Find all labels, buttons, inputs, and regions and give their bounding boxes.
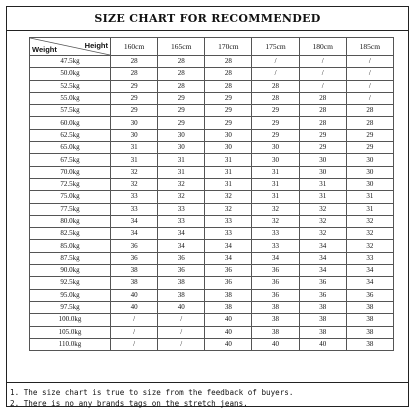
weight-cell: 60.0kg (30, 117, 111, 129)
height-header: 160cm (111, 38, 158, 56)
size-cell: / (252, 68, 299, 80)
note-line: 1. The size chart is true to size from the feedback of buyers. (10, 388, 294, 397)
size-cell: 38 (346, 338, 393, 350)
table-row (30, 129, 394, 141)
size-cell: 31 (346, 203, 393, 215)
height-header: 170cm (205, 38, 252, 56)
size-cell: 32 (346, 215, 393, 227)
table-row (30, 80, 394, 92)
size-cell: 29 (299, 142, 346, 154)
size-cell: 30 (252, 154, 299, 166)
size-cell: 30 (158, 142, 205, 154)
size-cell: 29 (111, 80, 158, 92)
table-row (30, 203, 394, 215)
size-cell: 38 (252, 326, 299, 338)
table-row (30, 265, 394, 277)
size-cell: / (346, 56, 393, 68)
size-cell: 34 (205, 240, 252, 252)
size-cell: 38 (158, 277, 205, 289)
size-cell: 29 (252, 129, 299, 141)
table-row (30, 228, 394, 240)
size-cell: 30 (158, 129, 205, 141)
size-cell: 28 (252, 92, 299, 104)
size-cell: 32 (252, 215, 299, 227)
size-cell: 38 (299, 326, 346, 338)
size-cell: 38 (158, 289, 205, 301)
size-cell: 30 (346, 154, 393, 166)
size-cell: / (111, 338, 158, 350)
size-cell: 38 (205, 301, 252, 313)
table-row (30, 154, 394, 166)
size-cell: 31 (205, 166, 252, 178)
weight-label: Weight (32, 45, 57, 54)
size-cell: 30 (205, 129, 252, 141)
size-cell: / (158, 338, 205, 350)
size-cell: 30 (252, 142, 299, 154)
size-cell: 31 (158, 166, 205, 178)
size-cell: 38 (299, 301, 346, 313)
size-cell: 32 (158, 178, 205, 190)
table-row (30, 56, 394, 68)
size-cell: 29 (158, 117, 205, 129)
size-cell: 40 (299, 338, 346, 350)
size-cell: 29 (299, 129, 346, 141)
size-cell: 38 (252, 314, 299, 326)
chart-title: SIZE CHART FOR RECOMMENDED (7, 7, 408, 31)
size-cell: 28 (252, 80, 299, 92)
size-cell: / (158, 326, 205, 338)
weight-cell: 67.5kg (30, 154, 111, 166)
size-cell: 30 (346, 178, 393, 190)
size-cell: 33 (252, 240, 299, 252)
size-cell: 30 (205, 142, 252, 154)
size-cell: 29 (158, 105, 205, 117)
table-row (30, 289, 394, 301)
size-cell: 32 (346, 228, 393, 240)
size-cell: 31 (252, 191, 299, 203)
weight-cell: 72.5kg (30, 178, 111, 190)
size-cell: 29 (111, 105, 158, 117)
size-cell: 28 (158, 56, 205, 68)
size-cell: 32 (299, 215, 346, 227)
size-cell: 36 (252, 289, 299, 301)
size-cell: 28 (111, 56, 158, 68)
size-cell: 30 (111, 129, 158, 141)
size-cell: 36 (205, 265, 252, 277)
size-cell: 29 (111, 92, 158, 104)
size-cell: 34 (299, 252, 346, 264)
notes-section (7, 382, 408, 409)
weight-cell: 87.5kg (30, 252, 111, 264)
weight-cell: 55.0kg (30, 92, 111, 104)
size-cell: 36 (111, 252, 158, 264)
table-row (30, 240, 394, 252)
table-row (30, 191, 394, 203)
size-cell: 28 (205, 80, 252, 92)
weight-cell: 82.5kg (30, 228, 111, 240)
size-cell: 29 (252, 105, 299, 117)
size-cell: 29 (205, 117, 252, 129)
table-row (30, 142, 394, 154)
size-cell: 33 (111, 191, 158, 203)
weight-cell: 47.5kg (30, 56, 111, 68)
size-cell: 33 (111, 203, 158, 215)
weight-cell: 90.0kg (30, 265, 111, 277)
size-cell: 31 (111, 142, 158, 154)
height-header: 185cm (346, 38, 393, 56)
size-cell: 32 (252, 203, 299, 215)
size-cell: 32 (205, 191, 252, 203)
weight-cell: 75.0kg (30, 191, 111, 203)
weight-cell: 52.5kg (30, 80, 111, 92)
size-cell: 31 (111, 154, 158, 166)
weight-cell: 85.0kg (30, 240, 111, 252)
size-cell: 38 (205, 289, 252, 301)
height-label: Height (84, 41, 108, 50)
size-cell: 29 (346, 142, 393, 154)
size-cell: / (158, 314, 205, 326)
weight-cell: 97.5kg (30, 301, 111, 313)
corner-header (30, 38, 111, 56)
weight-cell: 110.0kg (30, 338, 111, 350)
size-cell: 28 (346, 105, 393, 117)
size-cell: 28 (299, 92, 346, 104)
size-cell: / (299, 56, 346, 68)
size-cell: 28 (299, 105, 346, 117)
size-cell: 40 (111, 301, 158, 313)
size-cell: / (252, 56, 299, 68)
size-cell: 40 (158, 301, 205, 313)
size-cell: 31 (252, 166, 299, 178)
weight-cell: 95.0kg (30, 289, 111, 301)
table-row (30, 215, 394, 227)
size-cell: 28 (158, 68, 205, 80)
table-row (30, 178, 394, 190)
weight-cell: 80.0kg (30, 215, 111, 227)
size-cell: 30 (299, 166, 346, 178)
size-chart-frame (6, 6, 409, 407)
size-cell: 36 (252, 265, 299, 277)
size-cell: 30 (346, 166, 393, 178)
size-cell: 29 (205, 92, 252, 104)
weight-cell: 77.5kg (30, 203, 111, 215)
size-cell: / (346, 92, 393, 104)
size-cell: 36 (158, 252, 205, 264)
size-cell: 36 (299, 277, 346, 289)
size-cell: 34 (111, 228, 158, 240)
size-cell: 30 (111, 117, 158, 129)
size-cell: / (346, 80, 393, 92)
size-cell: 30 (299, 154, 346, 166)
size-cell: 28 (205, 68, 252, 80)
size-cell: 31 (299, 178, 346, 190)
size-cell: 34 (158, 228, 205, 240)
size-cell: 33 (205, 215, 252, 227)
size-cell: 29 (346, 129, 393, 141)
size-cell: 32 (205, 203, 252, 215)
weight-cell: 92.5kg (30, 277, 111, 289)
size-cell: 38 (111, 265, 158, 277)
size-cell: 34 (346, 265, 393, 277)
weight-cell: 62.5kg (30, 129, 111, 141)
header-row (30, 38, 394, 56)
size-cell: 36 (111, 240, 158, 252)
height-header: 165cm (158, 38, 205, 56)
size-cell: 40 (111, 289, 158, 301)
weight-cell: 65.0kg (30, 142, 111, 154)
weight-cell: 70.0kg (30, 166, 111, 178)
size-cell: 40 (205, 338, 252, 350)
table-row (30, 314, 394, 326)
size-cell: 34 (158, 240, 205, 252)
size-cell: 38 (346, 301, 393, 313)
size-cell: 34 (299, 240, 346, 252)
size-cell: 31 (205, 178, 252, 190)
size-cell: 31 (252, 178, 299, 190)
size-cell: 33 (158, 203, 205, 215)
size-cell: 36 (158, 265, 205, 277)
size-cell: / (346, 68, 393, 80)
size-cell: / (299, 68, 346, 80)
size-cell: 34 (205, 252, 252, 264)
size-cell: 34 (111, 215, 158, 227)
size-cell: 32 (111, 178, 158, 190)
size-cell: 29 (252, 117, 299, 129)
size-cell: 29 (158, 92, 205, 104)
size-cell: 32 (158, 191, 205, 203)
size-table (29, 37, 394, 351)
table-row (30, 252, 394, 264)
size-cell: 40 (205, 326, 252, 338)
weight-cell: 57.5kg (30, 105, 111, 117)
size-cell: 40 (205, 314, 252, 326)
size-cell: 32 (299, 203, 346, 215)
size-cell: 33 (205, 228, 252, 240)
weight-cell: 105.0kg (30, 326, 111, 338)
table-row (30, 338, 394, 350)
size-cell: 38 (346, 326, 393, 338)
size-cell: 31 (346, 191, 393, 203)
size-cell: 31 (299, 191, 346, 203)
size-cell: 38 (111, 277, 158, 289)
weight-cell: 50.0kg (30, 68, 111, 80)
size-cell: 36 (205, 277, 252, 289)
table-row (30, 105, 394, 117)
size-cell: 36 (346, 289, 393, 301)
size-cell: 32 (111, 166, 158, 178)
note-line: 2. There is no any brands tags on the stretch jeans. (10, 399, 248, 408)
size-cell: 36 (252, 277, 299, 289)
table-row (30, 68, 394, 80)
size-cell: / (111, 326, 158, 338)
table-row (30, 166, 394, 178)
table-body (30, 56, 394, 351)
table-row (30, 326, 394, 338)
size-cell: 34 (299, 265, 346, 277)
size-cell: 32 (346, 240, 393, 252)
table-row (30, 117, 394, 129)
size-cell: 29 (205, 105, 252, 117)
height-header: 175cm (252, 38, 299, 56)
height-header: 180cm (299, 38, 346, 56)
table-row (30, 277, 394, 289)
size-cell: / (299, 80, 346, 92)
size-cell: 34 (346, 277, 393, 289)
size-cell: 28 (158, 80, 205, 92)
table-row (30, 92, 394, 104)
table-row (30, 301, 394, 313)
size-cell: 31 (205, 154, 252, 166)
size-cell: / (111, 314, 158, 326)
size-cell: 33 (252, 228, 299, 240)
size-cell: 31 (158, 154, 205, 166)
size-cell: 36 (299, 289, 346, 301)
size-cell: 34 (252, 252, 299, 264)
size-cell: 28 (299, 117, 346, 129)
weight-cell: 100.0kg (30, 314, 111, 326)
size-cell: 28 (111, 68, 158, 80)
size-cell: 33 (346, 252, 393, 264)
size-cell: 38 (299, 314, 346, 326)
size-cell: 38 (252, 301, 299, 313)
size-cell: 32 (299, 228, 346, 240)
size-cell: 28 (346, 117, 393, 129)
size-cell: 38 (346, 314, 393, 326)
size-cell: 33 (158, 215, 205, 227)
size-cell: 28 (205, 56, 252, 68)
size-cell: 40 (252, 338, 299, 350)
